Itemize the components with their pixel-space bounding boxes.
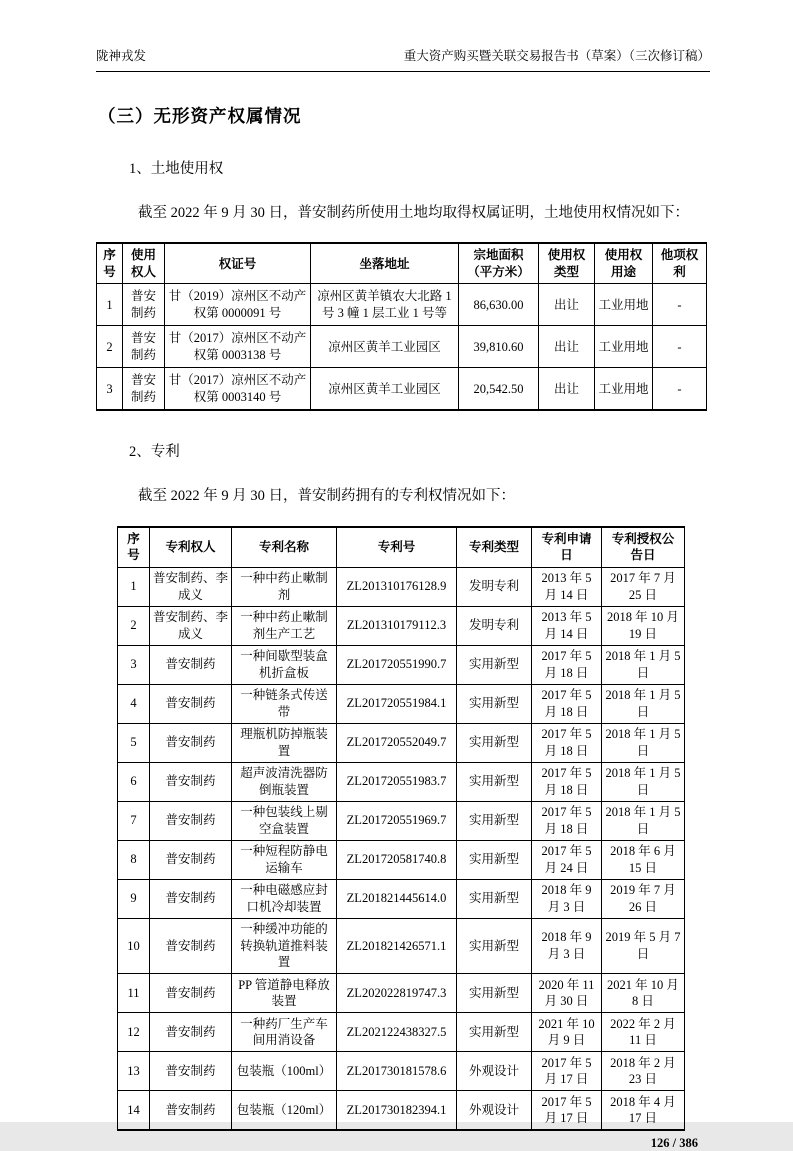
table-cell: 1 [97,284,123,326]
table-cell: 普安制药 [150,1091,232,1131]
table-cell: 一种中药止嗽制剂 [232,567,337,606]
table-cell: 实用新型 [457,840,532,879]
table-cell: 2019 年 5 月 7 日 [602,918,685,974]
table-cell: ZL201310176128.9 [337,567,457,606]
table-cell: 2018 年 9 月 3 日 [532,879,602,918]
table-header-row [97,243,707,284]
column-header: 专利类型 [457,527,532,568]
column-header: 使用权人 [123,243,165,284]
table-cell: 2018 年 1 月 5 日 [602,801,685,840]
table-cell: 甘（2019）凉州区不动产权第 0000091 号 [165,284,311,326]
table-cell: 2017 年 5 月 18 日 [532,801,602,840]
table-cell: 普安制药 [150,801,232,840]
table-cell: 超声波清洗器防倒瓶装置 [232,762,337,801]
table-cell: - [653,368,707,411]
table-row [118,645,685,684]
table-cell: ZL202122438327.5 [337,1013,457,1052]
table-cell: 甘（2017）凉州区不动产权第 0003138 号 [165,326,311,368]
column-header: 他项权利 [653,243,707,284]
table-cell: 普安制药、李成义 [150,567,232,606]
column-header: 专利号 [337,527,457,568]
table-cell: 实用新型 [457,918,532,974]
table-header-row [118,527,685,568]
table-cell: 出让 [539,326,595,368]
page-title: （三）无形资产权属情况 [98,106,302,126]
table-cell: 13 [118,1052,150,1091]
table-cell: 一种电磁感应封口机冷却装置 [232,879,337,918]
table-cell: 实用新型 [457,723,532,762]
table-cell: 普安制药 [150,840,232,879]
column-header: 使用权类型 [539,243,595,284]
table-cell: 发明专利 [457,606,532,645]
column-header: 专利申请日 [532,527,602,568]
table-row [118,801,685,840]
table-cell: ZL201720551984.1 [337,684,457,723]
table-cell: 实用新型 [457,879,532,918]
table-cell: ZL201821445614.0 [337,879,457,918]
table-cell: 工业用地 [595,368,653,411]
table-cell: 一种短程防静电运输车 [232,840,337,879]
table-cell: ZL201720551990.7 [337,645,457,684]
table-cell: 工业用地 [595,284,653,326]
table-cell: 普安制药 [123,326,165,368]
table-cell: 2018 年 9 月 3 日 [532,918,602,974]
table-cell: 普安制药 [150,918,232,974]
column-header: 序号 [118,527,150,568]
table-cell: 9 [118,879,150,918]
table-row [118,606,685,645]
header-company-name: 陇神戎发 [96,49,147,63]
table-row [118,840,685,879]
table-cell: 2018 年 1 月 5 日 [602,684,685,723]
paragraph-patent: 截至 2022 年 9 月 30 日，普安制药拥有的专利权情况如下： [138,488,516,505]
table-cell: ZL201310179112.3 [337,606,457,645]
table-cell: 一种包装线上剔空盒装置 [232,801,337,840]
table-row [118,974,685,1013]
table-cell: 2013 年 5 月 14 日 [532,606,602,645]
column-header: 专利授权公告日 [602,527,685,568]
table-cell: 2017 年 5 月 18 日 [532,762,602,801]
table-cell: 2017 年 5 月 18 日 [532,723,602,762]
table-cell: - [653,326,707,368]
table-cell: 外观设计 [457,1052,532,1091]
table-cell: 2018 年 1 月 5 日 [602,762,685,801]
table-cell: 普安制药 [150,645,232,684]
table-cell: 包装瓶（120ml） [232,1091,337,1131]
table-cell: 实用新型 [457,762,532,801]
column-header: 宗地面积（平方米） [459,243,539,284]
table-cell: 工业用地 [595,326,653,368]
table-cell: 2020 年 11 月 30 日 [532,974,602,1013]
paragraph-land-use: 截至 2022 年 9 月 30 日，普安制药所使用土地均取得权属证明，土地使用权情况如下： [138,205,690,221]
table-cell: 出让 [539,368,595,411]
table-cell: 理瓶机防掉瓶装置 [232,723,337,762]
table-cell: 实用新型 [457,801,532,840]
table-row [118,879,685,918]
table-cell: 5 [118,723,150,762]
column-header: 专利名称 [232,527,337,568]
table-row [118,723,685,762]
table-cell: 2013 年 5 月 14 日 [532,567,602,606]
table-cell: 8 [118,840,150,879]
table-cell: 11 [118,974,150,1013]
column-header: 使用权用途 [595,243,653,284]
column-header: 序号 [97,243,123,284]
table-cell: ZL201720552049.7 [337,723,457,762]
table-cell: 2018 年 1 月 5 日 [602,723,685,762]
table-cell: 2018 年 2 月 23 日 [602,1052,685,1091]
table-cell: 2017 年 5 月 24 日 [532,840,602,879]
section-heading-land-use: 1、土地使用权 [129,161,224,177]
table-cell: 实用新型 [457,684,532,723]
table-cell: 10 [118,918,150,974]
table-cell: 6 [118,762,150,801]
table-cell: 包装瓶（100ml） [232,1052,337,1091]
header-report-title: 重大资产购买暨关联交易报告书（草案）（三次修订稿） [403,49,710,63]
table-row [118,567,685,606]
table-cell: 一种链条式传送带 [232,684,337,723]
column-header: 坐落地址 [311,243,459,284]
table-cell: 普安制药 [123,284,165,326]
table-cell: 20,542.50 [459,368,539,411]
table-cell: 2018 年 6 月 15 日 [602,840,685,879]
table-cell: 4 [118,684,150,723]
table-cell: 7 [118,801,150,840]
table-cell: 12 [118,1013,150,1052]
table-cell: 86,630.00 [459,284,539,326]
table-cell: 2 [97,326,123,368]
table-cell: 2017 年 7 月 25 日 [602,567,685,606]
table-cell: 2022 年 2 月 11 日 [602,1013,685,1052]
table-row [97,284,707,326]
column-header: 权证号 [165,243,311,284]
table-cell: 39,810.60 [459,326,539,368]
table-cell: 普安制药 [150,723,232,762]
table-cell: 甘（2017）凉州区不动产权第 0003140 号 [165,368,311,411]
table-cell: 实用新型 [457,1013,532,1052]
table-row [118,918,685,974]
table-cell: ZL201730182394.1 [337,1091,457,1131]
table-row [118,762,685,801]
table-cell: 一种缓冲功能的转换轨道推料装置 [232,918,337,974]
table-cell: 一种中药止嗽制剂生产工艺 [232,606,337,645]
patent-table [117,526,685,1132]
table-cell: 普安制药、李成义 [150,606,232,645]
table-cell: 14 [118,1091,150,1131]
table-cell: 凉州区黄羊工业园区 [311,368,459,411]
table-cell: 2017 年 5 月 17 日 [532,1091,602,1131]
table-row [118,1091,685,1131]
table-cell: ZL201720551983.7 [337,762,457,801]
table-row [118,1052,685,1091]
table-cell: 2021 年 10 月 9 日 [532,1013,602,1052]
table-cell: 普安制药 [150,684,232,723]
table-cell: 3 [97,368,123,411]
table-cell: 发明专利 [457,567,532,606]
table-cell: 2017 年 5 月 18 日 [532,684,602,723]
table-row [118,684,685,723]
table-cell: 2018 年 10 月 19 日 [602,606,685,645]
table-cell: ZL201720551969.7 [337,801,457,840]
table-cell: PP 管道静电释放装置 [232,974,337,1013]
table-cell: ZL202022819747.3 [337,974,457,1013]
table-cell: 凉州区黄羊工业园区 [311,326,459,368]
table-cell: 实用新型 [457,974,532,1013]
section-heading-patent: 2、专利 [129,444,180,461]
land-use-rights-table [96,242,707,411]
table-row [97,326,707,368]
table-cell: ZL201730181578.6 [337,1052,457,1091]
table-cell: ZL201720581740.8 [337,840,457,879]
table-cell: 2018 年 4 月 17 日 [602,1091,685,1131]
table-cell: 2018 年 1 月 5 日 [602,645,685,684]
table-cell: 2017 年 5 月 17 日 [532,1052,602,1091]
table-cell: 普安制药 [123,368,165,411]
table-cell: - [653,284,707,326]
table-cell: 出让 [539,284,595,326]
table-cell: 普安制药 [150,1013,232,1052]
table-cell: 一种间歇型装盒机折盒板 [232,645,337,684]
table-cell: 普安制药 [150,879,232,918]
table-cell: 普安制药 [150,1052,232,1091]
page-header [96,46,710,72]
table-cell: 实用新型 [457,645,532,684]
table-cell: 普安制药 [150,762,232,801]
table-cell: 1 [118,567,150,606]
table-cell: 2 [118,606,150,645]
table-row [97,368,707,411]
table-cell: 2019 年 7 月 26 日 [602,879,685,918]
page-number: 126 / 386 [650,1136,698,1151]
table-cell: 一种药厂生产车间用消设备 [232,1013,337,1052]
column-header: 专利权人 [150,527,232,568]
table-row [118,1013,685,1052]
table-cell: 3 [118,645,150,684]
table-cell: 2021 年 10 月 8 日 [602,974,685,1013]
table-cell: ZL201821426571.1 [337,918,457,974]
table-cell: 2017 年 5 月 18 日 [532,645,602,684]
table-cell: 普安制药 [150,974,232,1013]
table-cell: 外观设计 [457,1091,532,1131]
table-cell: 凉州区黄羊镇农大北路 1 号 3 幢 1 层工业 1 号等 [311,284,459,326]
